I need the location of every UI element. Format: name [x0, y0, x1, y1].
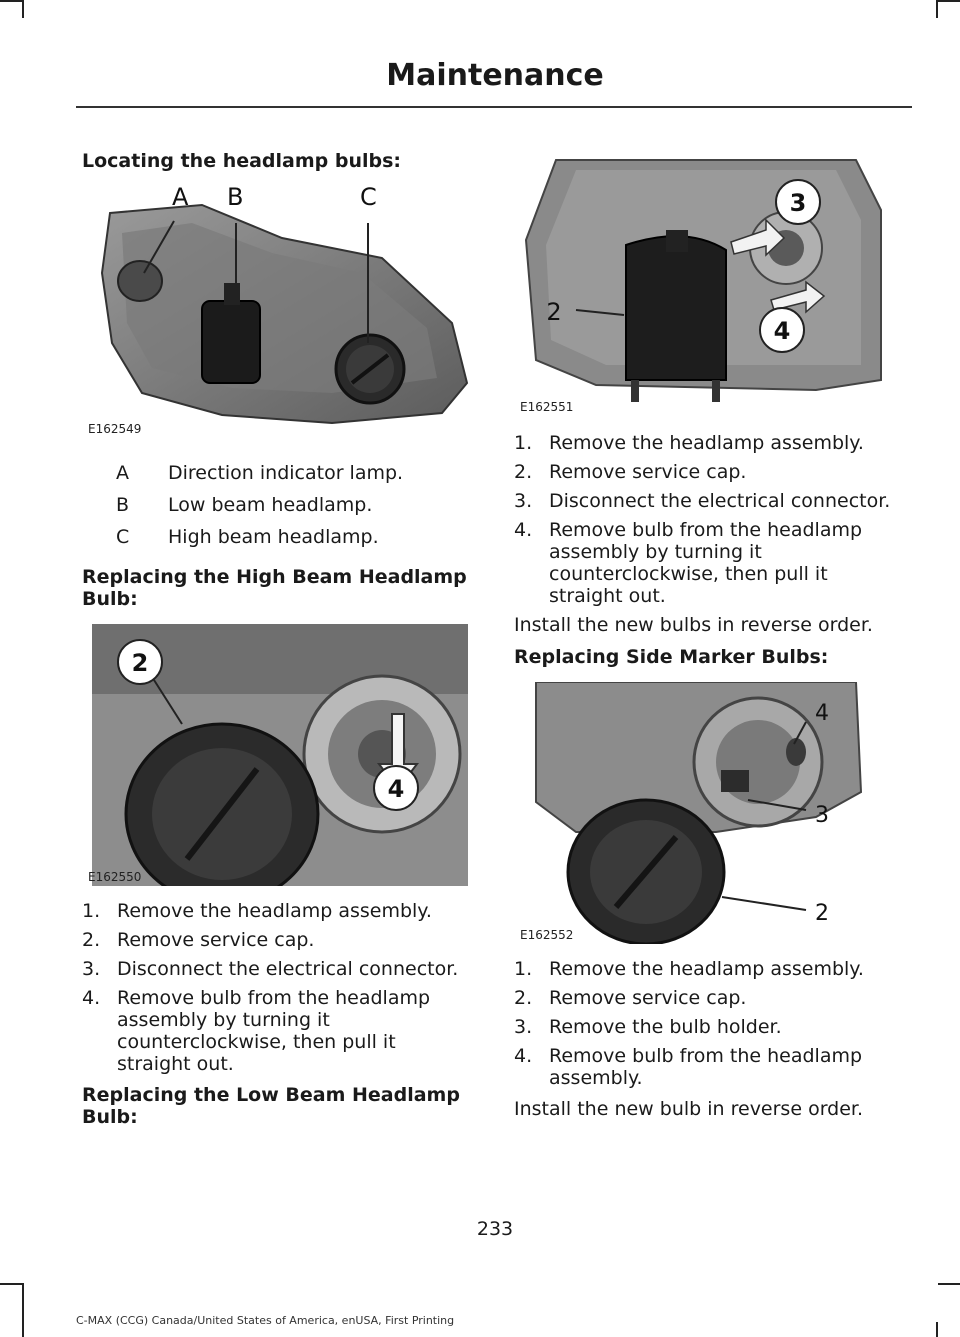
list-item — [514, 987, 904, 1009]
figure-headlamp-locations — [82, 183, 470, 439]
list-item — [514, 432, 904, 454]
figure-code: E162551 — [520, 400, 574, 414]
list-item — [514, 461, 904, 483]
step-number: 1. — [82, 900, 101, 922]
legend-key: B — [116, 494, 130, 516]
step-number: 2. — [82, 929, 101, 951]
list-item — [514, 490, 904, 512]
crop-mark — [936, 0, 938, 18]
headlamp-assembly-illustration — [82, 183, 470, 439]
figure-label-b: B — [227, 183, 244, 211]
step-text: Remove the bulb holder. — [549, 1016, 782, 1038]
step-text: Remove bulb from the headlamp assembly by turning it counterclockwise, then pull it straight out. — [117, 987, 431, 1075]
install-note: Install the new bulb in reverse order. — [514, 1098, 864, 1120]
figure-label-a: A — [172, 183, 189, 211]
list-item — [514, 1016, 904, 1038]
crop-mark — [0, 0, 22, 2]
step-number: 1. — [514, 432, 533, 454]
list-item — [514, 519, 904, 607]
footer-info: C-MAX (CCG) Canada/United States of America, enUSA, First Printing — [76, 1314, 455, 1327]
header-divider — [76, 106, 912, 108]
page-number: 233 — [476, 1218, 514, 1240]
step-number: 2. — [514, 987, 533, 1009]
callout-4: 4 — [773, 317, 791, 345]
callout-3: 3 — [789, 189, 807, 217]
crop-mark — [938, 0, 960, 2]
section-heading-side-marker: Replacing Side Marker Bulbs: — [514, 646, 829, 668]
step-number: 4. — [514, 519, 533, 541]
crop-mark — [22, 1283, 24, 1337]
figure-side-marker — [516, 682, 866, 944]
list-item — [82, 900, 472, 922]
low-beam-steps — [514, 432, 904, 614]
crop-mark — [22, 0, 24, 18]
step-text: Remove service cap. — [117, 929, 315, 951]
step-text: Disconnect the electrical connector. — [117, 958, 459, 980]
figure-high-beam — [92, 624, 468, 886]
legend-text: High beam headlamp. — [168, 526, 379, 548]
legend-text: Low beam headlamp. — [168, 494, 373, 516]
step-number: 4. — [514, 1045, 533, 1067]
legend-key: A — [116, 462, 129, 484]
step-text: Remove bulb from the headlamp assembly by turning it counterclockwise, then pull it straight out. — [549, 519, 863, 607]
figure-code: E162552 — [520, 928, 574, 942]
step-number: 1. — [514, 958, 533, 980]
list-item — [82, 987, 472, 1075]
section-heading-low-beam: Replacing the Low Beam Headlamp Bulb: — [82, 1084, 460, 1128]
install-note: Install the new bulbs in reverse order. — [514, 614, 873, 636]
section-heading-locating: Locating the headlamp bulbs: — [82, 150, 402, 172]
callout-4: 4 — [815, 701, 829, 726]
high-beam-illustration — [92, 624, 468, 886]
step-number: 3. — [514, 1016, 533, 1038]
crop-mark — [0, 1283, 22, 1285]
step-text: Remove service cap. — [549, 987, 747, 1009]
high-beam-steps — [82, 900, 472, 1082]
figure-code: E162549 — [88, 422, 142, 436]
step-number: 4. — [82, 987, 101, 1009]
step-number: 3. — [82, 958, 101, 980]
step-text: Remove service cap. — [549, 461, 747, 483]
figure-low-beam — [516, 150, 884, 410]
callout-4: 4 — [387, 775, 405, 803]
callout-2: 2 — [815, 901, 829, 926]
page-title: Maintenance — [386, 58, 604, 93]
callout-3: 3 — [815, 803, 829, 828]
figure-label-c: C — [360, 183, 377, 211]
crop-mark — [938, 1283, 960, 1285]
section-heading-high-beam: Replacing the High Beam Headlamp Bulb: — [82, 566, 467, 610]
list-item — [82, 958, 472, 980]
low-beam-illustration — [516, 150, 884, 410]
list-item — [514, 1045, 904, 1089]
callout-2: 2 — [131, 649, 149, 677]
list-item — [82, 929, 472, 951]
step-text: Remove the headlamp assembly. — [117, 900, 432, 922]
side-marker-steps — [514, 958, 904, 1096]
callout-2: 2 — [546, 298, 562, 326]
crop-mark — [936, 1322, 938, 1337]
step-number: 3. — [514, 490, 533, 512]
step-text: Remove the headlamp assembly. — [549, 432, 864, 454]
side-marker-illustration — [516, 682, 866, 944]
step-text: Remove bulb from the headlamp assembly. — [549, 1045, 863, 1089]
step-text: Remove the headlamp assembly. — [549, 958, 864, 980]
step-number: 2. — [514, 461, 533, 483]
list-item — [514, 958, 904, 980]
step-text: Disconnect the electrical connector. — [549, 490, 891, 512]
legend-text: Direction indicator lamp. — [168, 462, 404, 484]
figure-code: E162550 — [88, 870, 142, 884]
legend-key: C — [116, 526, 130, 548]
